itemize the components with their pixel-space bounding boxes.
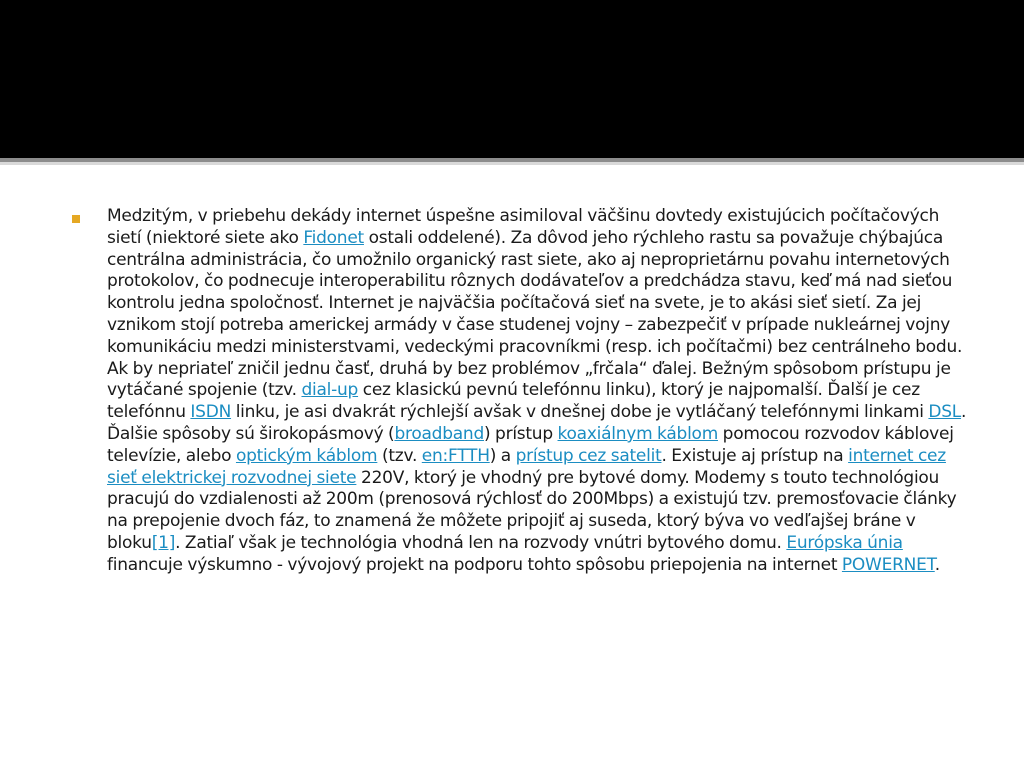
text-segment: . Zatiaľ však je technológia vhodná len na rozvody vnútri bytového domu. (175, 532, 787, 553)
text-segment: . Existuje aj prístup na (661, 445, 849, 466)
text-segment: ) a (489, 445, 516, 466)
bullet-square-icon (72, 215, 80, 223)
text-segment: ostali oddelené). Za dôvod jeho rýchleho rastu sa považuje chýbajúca centrálna administrácia, čo umožnilo organický rast siete, ako aj neproprietárnu povahu internetových protokolov, čo podnecuje interoperabilitu rôznych dodávateľov a predchádza stavu, keď má nad sieťou kontrolu jedna spoločnosť. Internet je najväčšia počítačová sieť na svete, je to akási sieť sietí. Za jej vznikom stojí potreba americkej armády v čase studenej vojny – zabezpečiť v prípade nukleárnej vojny komunikáciu medzi ministerstvami, vedeckými pracovníkmi (resp. ich počítačmi) bez centrálneho bodu. Ak by nepriateľ zničil jednu časť, druhá by bez problémov „frčala“ ďalej. Bežným spôsobom prístupu je vytáčané spojenie (tzv. (107, 227, 963, 401)
header-band (0, 0, 1024, 158)
link-internet-cez-elektricku-siet[interactable]: internet cez sieť elektrickej rozvodnej siete (107, 445, 946, 488)
link-dsl[interactable]: DSL (928, 402, 962, 423)
text-segment: . (934, 554, 940, 575)
text-segment: ) prístup (484, 423, 558, 444)
header-divider-light (0, 162, 1024, 165)
link-dial-up[interactable]: dial-up (301, 380, 359, 401)
text-segment: (tzv. (377, 445, 422, 466)
text-segment: pomocou rozvodov káblovej televízie, alebo (107, 423, 954, 466)
text-segment: linku, je asi dvakrát rýchlejší avšak v dnešnej dobe je vytláčaný telefónnymi linkami (231, 402, 929, 423)
link-broadband[interactable]: broadband (394, 423, 484, 444)
link-fidonet[interactable]: Fidonet (303, 227, 364, 248)
text-segment: . Ďalšie spôsoby sú širokopásmový ( (107, 402, 967, 444)
link-ftth[interactable]: en:FTTH (421, 445, 490, 466)
link-opticky-kabel[interactable]: optickým káblom (235, 445, 378, 466)
text-segment: cez klasickú pevnú telefónnu linku), ktorý je najpomalší. Ďalší je cez telefónnu (107, 380, 920, 423)
text-segment: 220V, ktorý je vhodný pre bytové domy. Modemy s touto technológiou pracujú do vzdialenosti až 200m (prenosová rýchlosť do 200Mbps) a existujú tzv. premosťovacie články na prepojenie dvoch fáz, to znamená že môžete pripojiť aj suseda, ktorý býva vo vedľajšej bráne v bloku (107, 467, 957, 553)
link-powernet[interactable]: POWERNET (841, 554, 935, 575)
link-footnote-1[interactable]: [1] (151, 532, 176, 553)
text-segment: Medzitým, v priebehu dekády internet úspešne asimiloval väčšinu dovtedy existujúcich počítačových sietí (niektoré siete ako (107, 206, 940, 248)
slide-content (72, 206, 972, 577)
link-isdn[interactable]: ISDN (190, 402, 232, 423)
text-segment: financuje výskumno - vývojový projekt na podporu tohto spôsobu priepojenia na internet (107, 554, 842, 575)
bullet-paragraph (107, 206, 972, 577)
link-pristup-cez-satelit[interactable]: prístup cez satelit (515, 445, 662, 466)
bullet-item (72, 206, 972, 577)
link-europska-unia[interactable]: Európska únia (786, 532, 903, 553)
link-koaxialny-kabel[interactable]: koaxiálnym káblom (557, 423, 718, 444)
